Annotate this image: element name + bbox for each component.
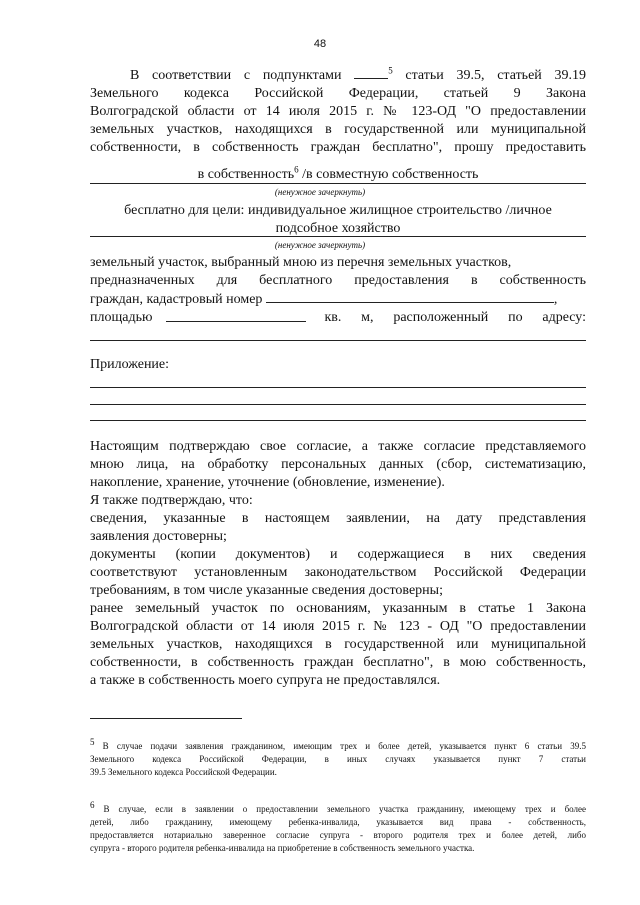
land-line-2: предназначенных для бесплатного предоставления в собственность (90, 273, 586, 288)
attachment-line-3[interactable] (90, 420, 586, 421)
purpose-note: (ненужное зачеркнуть) (274, 240, 366, 250)
purpose-block[interactable] (90, 202, 586, 238)
attachment-label: Приложение: (90, 357, 170, 372)
purpose-line-1: бесплатно для цели: индивидуальное жилищное строительство /личное (124, 203, 552, 218)
attachment-line-2[interactable] (90, 404, 586, 405)
request-line-5: собственности, в собственность граждан бесплатно", прошу предоставить (90, 140, 586, 155)
request-line-4: земельных участков, находящихся в государственной или муниципальной (90, 122, 586, 137)
purpose-underline (90, 236, 586, 237)
subparagraph-blank[interactable] (354, 66, 388, 79)
ownership-note: (ненужное зачеркнуть) (274, 187, 366, 197)
cadastral-number-field[interactable] (266, 290, 554, 303)
address-field[interactable] (90, 340, 586, 341)
land-plot-paragraph (90, 254, 586, 327)
request-line-2: Земельного кодекса Российской Федерации, статьей 9 Закона (90, 86, 586, 101)
page-number: 48 (313, 38, 327, 50)
footnote-ref-6: 6 (294, 164, 299, 175)
land-line-1: земельный участок, выбранный мною из перечня земельных участков, (90, 255, 512, 270)
land-line-4: площадью кв. м, расположенный по адресу: (90, 310, 586, 325)
footnote-separator (90, 718, 242, 719)
purpose-line-2: подсобное хозяйство (275, 221, 401, 236)
area-field[interactable] (166, 309, 306, 322)
ownership-underline (90, 183, 586, 184)
footnote-6: $^6$ В случае, если в заявлении о предоставлении земельного участка гражданину, имеющему трех и более детей, либо гражданину, имеющему ребенка-инвалида, указывается вид права - собственность, предоставляется нотариально заверенное согласие супруга - второго родителя трех и более детей, либо супруга - второго родителя ребенка-инвалида на приобретение в собственность земельного участка. (90, 800, 587, 853)
attachment-line-1[interactable] (90, 387, 586, 388)
footnote-5: $^5$ В случае подачи заявления гражданином, имеющим трех и более детей, указывается пункт 6 статьи 39.5 Земельного кодекса Российской Федерации, в иных случаях указывается пункт 7 статьи 39.5 Земельного кодекса Российской Федерации. (90, 737, 586, 777)
consent-paragraph: Настоящим подтверждаю свое согласие, а также согласие представляемого мною лица, на обработку персональных данных (сбор, систематизацию, накопление, хранение, уточнение (обновление, изменение). Я также подтверждаю, что: сведения, указанные в настоящем заявлении, на дату представления заявления достоверны; документы (копии документов) и содержащиеся в них сведения соответствуют установленным законодательством Российской Федерации требованиям, в том числе указанные сведения достоверны; ранее земельный участок по основаниям, указанным в статье 1 Закона Волгоградской области от 14 июля 2015 г. № 123 - ОД "О предоставлении земельных участков, находящихся в государственной или муниципальной собственности, в собственность граждан бесплатно", в мою собственность, а также в собственность моего супруга не предоставлялся. (90, 439, 586, 688)
request-paragraph (90, 66, 586, 157)
footnote-ref-5: 5 (388, 65, 393, 76)
request-line-3: Волгоградской области от 14 июля 2015 г. № 123-ОД "О предоставлении (90, 104, 586, 119)
request-line-1: В соответствии с подпунктами $^5$ статьи 39.5, статьей 39.19 (130, 65, 586, 83)
land-line-3: граждан, кадастровый номер , (90, 292, 558, 307)
ownership-type[interactable]: в собственность$^6$ /в совместную собственность (197, 164, 479, 182)
